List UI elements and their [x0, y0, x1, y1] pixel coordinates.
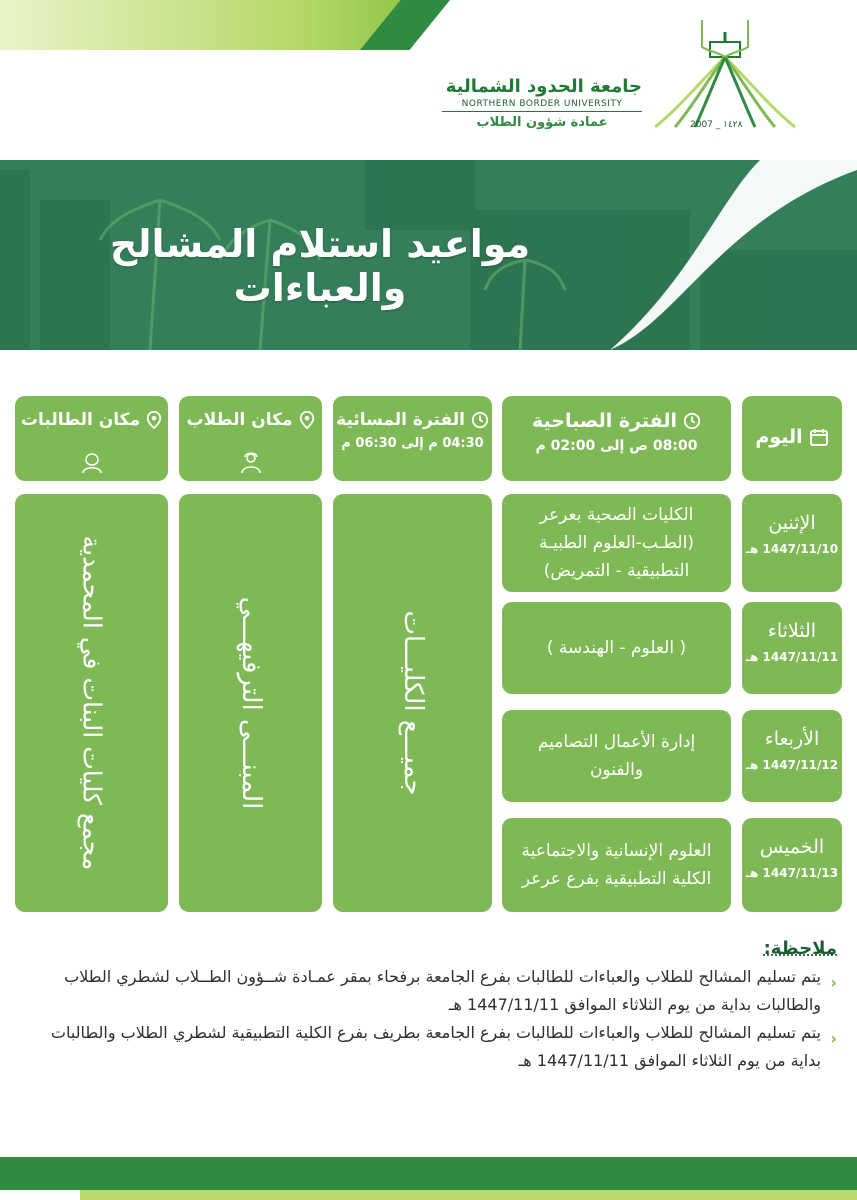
morning-college-tuesday: [502, 602, 731, 694]
evening-all-colleges-text: جميـــع الكليـــات: [397, 610, 428, 796]
bottom-decor-bar: [0, 1157, 857, 1190]
day-date: 1447/11/11 هـ: [745, 650, 839, 664]
header-day: [742, 396, 842, 481]
clock-icon: [683, 412, 701, 430]
day-date: 1447/11/13 هـ: [745, 866, 839, 880]
notes-section: [17, 938, 837, 1075]
logo-name-en: NORTHERN BORDER UNIVERSITY: [442, 99, 642, 112]
header-morning-label: الفترة الصباحية: [532, 410, 677, 432]
header-female-place: [15, 396, 168, 481]
morning-college-wednesday: [502, 710, 731, 802]
header-evening: [333, 396, 492, 481]
header-evening-time: 04:30 م إلى 06:30 م: [341, 436, 484, 451]
location-pin-icon: [299, 411, 315, 429]
note-text: يتم تسليم المشالح للطلاب والعباءات للطالبات بفرع الجامعة برفحاء بمقر عمـادة شــؤون الطــلاب لشطري الطلاب والطالبات بداية من يوم الثلاثاء الموافق 1447/11/11 هـ: [64, 967, 821, 1014]
location-pin-icon: [146, 411, 162, 429]
female-location-text: مجمع كليات البنات في المحمدية: [77, 535, 106, 871]
college-text: العلوم الإنسانية والاجتماعية الكلية التطبيقية بفرع عرعر: [521, 841, 712, 889]
header-evening-label: الفترة المسائية: [336, 410, 465, 430]
morning-college-thursday: [502, 818, 731, 912]
female-location-cell: [15, 494, 168, 912]
male-location-cell: [179, 494, 322, 912]
day-date: 1447/11/12 هـ: [745, 758, 839, 772]
note-item: [17, 1019, 837, 1075]
clock-icon: [471, 411, 489, 429]
female-person-icon: [80, 450, 104, 474]
college-text: ( العلوم - الهندسة ): [546, 638, 687, 658]
top-decor-bar: [0, 0, 420, 50]
day-name: الثلاثاء: [767, 620, 817, 642]
header-male-place-label: مكان الطلاب: [186, 410, 293, 430]
notes-heading: ملاحظة:: [763, 938, 837, 959]
university-logo-text: [442, 76, 642, 130]
university-logo-mark: [640, 12, 810, 137]
male-location-text: المبنـــى الترفيهـــي: [235, 596, 266, 810]
day-cell-wednesday: [742, 710, 842, 802]
note-text: يتم تسليم المشالح للطلاب والعباءات للطالبات بفرع الجامعة بطريف بفرع الكلية التطبيقية لشطري الطلاب والطالبات بداية من يوم الثلاثاء الموافق 1447/11/11 هـ: [50, 1023, 821, 1070]
header-day-label: اليوم: [755, 426, 803, 448]
morning-college-monday: [502, 494, 731, 592]
college-text: إدارة الأعمال التصاميم والفنون: [537, 732, 696, 780]
day-name: الإثنين: [768, 512, 816, 534]
day-name: الخميس: [759, 836, 825, 858]
day-date: 1447/11/10 هـ: [745, 542, 839, 556]
day-cell-monday: [742, 494, 842, 592]
logo-deanship: عمادة شؤون الطلاب: [476, 115, 608, 130]
evening-all-colleges-cell: [333, 494, 492, 912]
chevron-left-icon: ‹: [830, 1029, 837, 1048]
header-female-place-label: مكان الطالبات: [20, 410, 141, 430]
header-male-place: [179, 396, 322, 481]
calendar-icon: [809, 427, 829, 447]
logo-year: 2007 _ ١٤٢٨: [690, 120, 743, 130]
page-title: مواعيد استلام المشالح والعباءات: [109, 222, 531, 310]
day-cell-tuesday: [742, 602, 842, 694]
college-text: الكليات الصحية بعرعر (الطـب-العلوم الطبيـة التطبيقية - التمريض): [539, 505, 694, 581]
header-morning-time: 08:00 ص إلى 02:00 م: [535, 438, 698, 454]
header-morning: [502, 396, 731, 481]
day-cell-thursday: [742, 818, 842, 912]
note-item: [17, 963, 837, 1019]
male-person-icon: [239, 450, 263, 474]
chevron-left-icon: ‹: [830, 973, 837, 992]
logo-name-ar: جامعة الحدود الشمالية: [445, 76, 642, 97]
bottom-decor-stripe: [80, 1190, 857, 1200]
day-name: الأربعاء: [764, 728, 820, 750]
